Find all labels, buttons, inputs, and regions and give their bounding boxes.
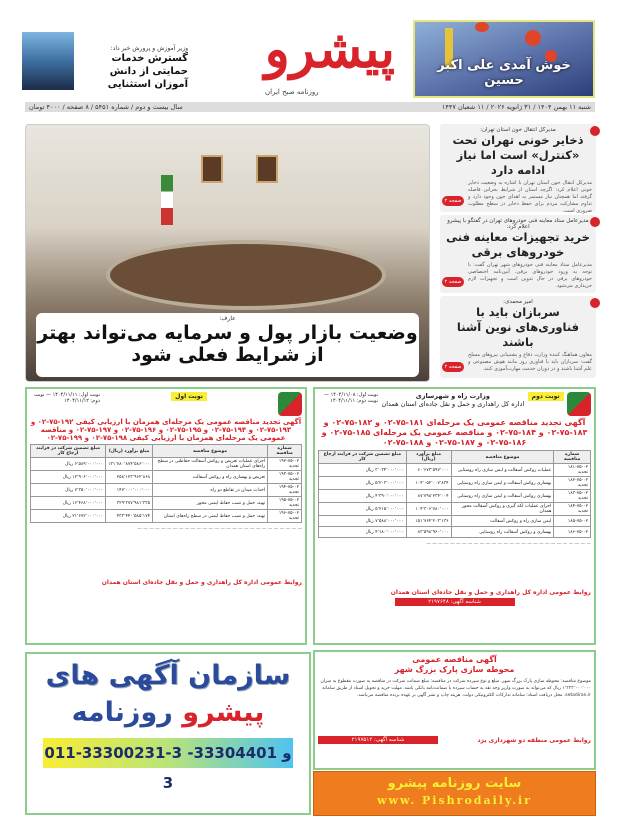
logo-subtitle: روزنامه صبح ایران [265, 88, 319, 96]
main-headline: وضعیت بازار پول و سرمایه می‌تواند بهتر از شرایط فعلی شود [37, 322, 418, 366]
news-title: ذخایر خونی تهران تحت «کنترل» است اما نیاز ادامه دارد [452, 133, 584, 177]
table-cell: ۷٬۳۵۰٬۰۰۰٬۰۰۰ ریال [31, 484, 106, 497]
table-row [319, 503, 591, 516]
table-cell: بهسازی و روکش آسفالت راه روستایی [451, 527, 554, 538]
table-cell: ۱۹۵-۷۵-۰۲ تجدید [268, 497, 302, 510]
table-cell: احداث میدان در تقاطع دو راه [153, 484, 268, 497]
table-cell: ۱۹۴-۷۵-۰۲ تجدید [268, 484, 302, 497]
table-cell: ۲۱٬۶۷۲٬۰۰۰٬۰۰۰ ریال [31, 510, 106, 523]
table-cell: بهسازی روکش آسفالت و ایمن سازی راه روستایی [451, 477, 554, 490]
ad-body-text: موضوع مناقصه: محوطه سازی پارک بزرگ شهر. مبلغ و نوع سپرده شرکت در مناقصه: مبلغ ضمانت شرکت در مناقصه به صورت مقطوع به میزان ۱٬۳۳۳٬۰۰۰٬۰۰۰ ریال که می‌تواند به صورت واریز وجه نقد به حساب سپرده یا ضمانت‌نامه بانکی باشد. مهلت خرید و تحویل اسناد از طریق سامانه setadiran.ir. محل دریافت اسناد: سامانه تدارکات الکترونیکی دولت. هزینه چاپ و نشر آگهی بر عهده برنده مناقصه می‌باشد. [320, 679, 591, 698]
table-row [319, 477, 591, 490]
ad-code: شناسه آگهی: ۲۱۹۷۶۴۸ [395, 598, 515, 606]
news-item[interactable] [440, 124, 596, 212]
table-cell: ۴٬۳۹۰٬۰۰۰٬۰۰۰ ریال [319, 490, 407, 503]
table-cell: ۴۳۳٬۴۴۰٬۵۸۵٬۱۷۴ [106, 510, 153, 523]
news-body: مدیرعامل ستاد معاینه فنی خودروهای شهر تهران گفت: با توجه به ورود خودروهای برقی، آیین‌نامه اختصاصی خودروهای برقی در حال تدوین است و تجهیزات لازم خریداری می‌شود. [468, 262, 592, 289]
news-item[interactable] [440, 296, 596, 378]
tender-ad-hamedan-left[interactable] [25, 387, 307, 645]
table-cell: ۱۸۱-۷۵-۰۲ تجدید [554, 464, 591, 477]
table-cell: ۱۲٬۹۰۶٬۰۰۰٬۰۰۰ ریال [31, 471, 106, 484]
news-kicker: امیر محمدی: [503, 299, 533, 305]
table-header: مبلغ برآورد (ریال) [406, 451, 451, 464]
table-row [319, 516, 591, 527]
bullet-icon [590, 298, 600, 308]
ad-dates: نوبت اول: ۱۴۰۴/۱۱/۱۱ — نوبت دوم: ۱۴۰۴/۱۱/۱۲ [34, 392, 101, 404]
table-cell: ۸۷٬۷۹۸٬۲۳۴٬۰۰۴ [406, 490, 451, 503]
bullet-icon [590, 217, 600, 227]
table-row [319, 490, 591, 503]
table-cell: ۸۳٬۵۹۸٬۹۶۰٬۰۰۰ [406, 527, 451, 538]
table-row [31, 471, 302, 484]
main-headline-box [36, 313, 419, 377]
table-cell: ۶٬۵۸۹٬۰۰۰٬۰۰۰ ریال [31, 458, 106, 471]
table-cell: ۱۸۴-۷۵-۰۲ تجدید [554, 503, 591, 516]
website-ad[interactable] [313, 771, 596, 816]
ad-body-text: — — — — — — — — — — — — — — — — — — — — — — — — — — — — [426, 542, 591, 547]
ministry-emblem-icon [567, 392, 591, 416]
table-cell: ۱۵۱٬۷۶۴٬۲۰۳٬۱۳۶ [406, 516, 451, 527]
table-cell: ۱۳۱٬۷۸۰٬۸۷۴٬۵۸۶٬۰۰۰ [106, 458, 153, 471]
ad-brand: پیشرو [182, 697, 265, 728]
table-header: شماره مناقصه [268, 445, 302, 458]
table-header: مبلغ تضمین شرکت در فرایند ارجاع کار [319, 451, 407, 464]
table-header: موضوع مناقصه [153, 445, 268, 458]
table-cell: ۱۹۳-۷۵-۰۲ تجدید [268, 471, 302, 484]
news-item[interactable] [440, 215, 596, 293]
portrait-frame [256, 155, 278, 183]
ad-ministry: وزارت راه و شهرسازی [415, 392, 490, 400]
news-body: معاون هماهنگ کننده وزارت دفاع و پشتیبانی نیروهای مسلح گفت: سربازان باید با فناوری روز مانند هوش مصنوعی و علم آشنا باشند و در دوران خدمت مهارت‌آموزی کنند. [468, 352, 592, 372]
ad-body-text: — — — — — — — — — — — — — — — — — — — — — — — — — — — — [137, 527, 302, 532]
table-cell: ۲۵۸٬۱۲۳٬۹۶۲٬۸۶۸ [106, 471, 153, 484]
table-cell: ۶۰٬۶۷۳٬۵۹۷٬۰۰۰ [406, 464, 451, 477]
table-row [31, 484, 302, 497]
issue-line: سال بیست و دوم / شماره ۵۴۵۱ / ۸ صفحه / ۴۰۰۰ تومان [29, 103, 183, 111]
ad-org: اداره کل راهداری و حمل و نقل جاده‌ای استان همدان [381, 400, 525, 408]
ministry-emblem-icon [278, 392, 302, 416]
newspaper-logo[interactable] [265, 15, 395, 100]
ad-title: آگهی تجدید مناقصه عمومی یک مرحله‌ای ۱۸۱-۷۵-۰۲ و ۱۸۲-۷۵-۰۲ و ۱۸۳-۷۵-۰۲ و ۱۸۴-۷۵-۰۲ و مناقصه عمومی یک مرحله‌ای ۱۸۵-۷۵-۰۲ و ۱۸۶-۷۵-۰۲ و ۱۸۷-۷۵-۰۲ و ۱۸۸-۷۵-۰۲ [321, 418, 588, 447]
table-cell: ۱۹۲-۷۵-۰۲ تجدید [268, 458, 302, 471]
table-cell: عملیات روکش آسفالت و ایمن سازی راه روستایی [451, 464, 554, 477]
ad-round-tag: نوبت اول [171, 392, 207, 401]
table-header: مبلغ تضمین شرکت در فرایند ارجاع کار [31, 445, 106, 458]
table-header: شماره مناقصه [554, 451, 591, 464]
ad-title: آگهی مناقصه عمومی [412, 655, 497, 664]
table-header: مبلغ برآورد (ریال) [106, 445, 153, 458]
ad-dates: نوبت اول: ۱۴۰۴/۱۱/۰۸ — نوبت دوم: ۱۴۰۴/۱۱/۱۱ [324, 392, 379, 404]
ad-phone: 011-33300231-3 و 33304401-3 [43, 738, 293, 768]
side-news-kicker: وزیر آموزش و پرورش خبر داد: [110, 45, 188, 52]
table-cell: ۵٬۲۱۵٬۰۰۰٬۰۰۰ ریال [319, 503, 407, 516]
table-row [319, 527, 591, 538]
main-story[interactable] [25, 124, 430, 382]
header-side-news[interactable] [100, 45, 188, 91]
tender-ad-hamedan-right[interactable] [313, 387, 596, 645]
ad-title: آگهی تجدید مناقصه عمومی یک مرحله‌ای همزمان با ارزیابی کیفی ۱۹۲-۷۵-۰۲ و ۱۹۳-۷۵-۰۲ و ۱۹۴-۷۵-۰۲ و ۱۹۵-۷۵-۰۲ و ۱۹۶-۷۵-۰۲ و ۱۹۷-۷۵-۰۲ و مناقصه عمومی یک مرحله‌ای همزمان با ارزیابی کیفی ۱۹۸-۷۵-۰۲ و ۱۹۹-۷۵-۰۲ [30, 418, 302, 442]
date-line: شنبه ۱۱ بهمن ۱۴۰۴ / ۳۱ ژانویه ۲۰۲۶ / ۱۱ شعبان ۱۴۴۷ [441, 103, 591, 111]
table-cell: ۳٬۰۳۴٬۰۰۰٬۰۰۰ ریال [319, 464, 407, 477]
more-button[interactable]: صفحه ۲ [442, 277, 464, 287]
ad-line-1: سازمان آگهی های [45, 660, 291, 691]
table-row [31, 458, 302, 471]
tender-table [318, 450, 591, 538]
table-row [319, 464, 591, 477]
table-cell: ۵٬۲۰۳٬۰۰۰٬۰۰۰ ریال [319, 477, 407, 490]
table-cell: ۳۲۹٬۳۷۷٬۹۸۱٬۳۳۵ [106, 497, 153, 510]
table-cell: ۱۶٬۴۶۸٬۰۰۰٬۰۰۰ ریال [31, 497, 106, 510]
date-bar [25, 102, 595, 112]
news-title: سربازان باید با فناوری‌های نوین آشنا باشند [456, 305, 580, 349]
table-cell: ۱۹۶-۷۵-۰۲ تجدید [268, 510, 302, 523]
table-cell: ۱۸۶-۷۵-۰۲ [554, 527, 591, 538]
table-cell: تعریض و بهسازی راه و روکش آسفالت [153, 471, 268, 484]
logo-name: پیشرو [264, 19, 395, 80]
news-body: مدیرکل انتقال خون استان تهران با اشاره به وضعیت ذخایر خونی اعلام کرد: اگرچه استان از شرایط بحرانی فاصله گرفته اما همچنان نیاز مستمر به اهدای خون وجود دارد و تداوم مشارکت مردم برای حفظ ذخایر در سطح مطلوب ضروری است. [468, 180, 592, 214]
tender-table [30, 444, 302, 523]
portrait-frame [201, 155, 223, 183]
ad-subtitle: محوطه سازی پارک بزرگ شهر [394, 665, 515, 674]
news-kicker: مدیرکل انتقال خون استان تهران: [480, 127, 556, 133]
table-cell: اجرای عملیات لکه گیری و روکش آسفالت محور همدان [451, 503, 554, 516]
ad-line-2 [27, 697, 309, 728]
table-cell: ۱۸۵-۷۵-۰۲ [554, 516, 591, 527]
ad-footer: روابط عمومی اداره کل راهداری و حمل و نقل جاده‌ای استان همدان [101, 579, 302, 586]
table-cell: تهیه، حمل و نصب حفاظ ایمنی محور [153, 497, 268, 510]
ad-footer: روابط عمومی اداره کل راهداری و حمل و نقل جاده‌ای استان همدان [390, 589, 591, 596]
news-kicker: مدیرعامل ستاد معاینه فنی خودروهای تهران در گفتگو با پیشرو اعلام کرد: [447, 218, 589, 230]
header-banner-image [413, 20, 595, 98]
table-cell: ۱۰۴٬۰۵۲٬۰۰۷٬۸۳۴ [406, 477, 451, 490]
ad-code: شناسه آگهی: ۲۱۹۷۵۱۲ [318, 736, 438, 744]
table-cell: تهیه، حمل و نصب حفاظ ایمنی در سطح راه‌های استان [153, 510, 268, 523]
table-cell: ۱۴۷٬۰۰۰٬۰۰۰٬۰۰۰ [106, 484, 153, 497]
table-cell: ۱۸۲-۷۵-۰۲ تجدید [554, 477, 591, 490]
bullet-icon [590, 126, 600, 136]
more-button[interactable]: صفحه ۲ [442, 196, 464, 206]
table-row [31, 510, 302, 523]
ad-newspaper-word: روزنامه [71, 697, 173, 728]
table-header: موضوع مناقصه [451, 451, 554, 464]
table-cell: ۱۰۴٬۳۰۶٬۷۸۰٬۰۰۰ [406, 503, 451, 516]
site-url[interactable]: www. Pishrodaily.ir [377, 794, 532, 807]
table-cell: ۷٬۵۸۸٬۰۰۰٬۰۰۰ ریال [319, 516, 407, 527]
table-cell: بهسازی روکش آسفالت و ایمن سازی راه روستایی [451, 490, 554, 503]
table-cell: ایمن سازی راه و روکش آسفالت [451, 516, 554, 527]
advertising-agency-ad[interactable] [25, 652, 311, 815]
flag [161, 175, 173, 225]
ad-footer: روابط عمومی منطقه دو شهرداری یزد [477, 736, 591, 744]
table-row [31, 497, 302, 510]
news-title: خرید تجهیزات معاینه فنی خودروهای برقی [446, 230, 590, 259]
side-news-title: گسترش خدمات حمایتی از دانش آموزان استثنایی [107, 53, 188, 90]
ad-round-tag: نوبت دوم [528, 392, 564, 401]
meeting-table [106, 240, 386, 310]
main-kicker: عارف: [219, 315, 236, 322]
tender-ad-yazd[interactable] [313, 650, 596, 770]
banner-caption: خوش آمدی علی اکبر حسین [437, 58, 571, 88]
more-button[interactable]: صفحه ۲ [442, 362, 464, 372]
table-cell: ۱۸۳-۷۵-۰۲ تجدید [554, 490, 591, 503]
site-title: سایت روزنامه پیشرو [387, 776, 522, 791]
minister-photo [22, 32, 74, 90]
table-cell: اجرای عملیات تعریض و روکش آسفالت حفاظتی در سطح راه‌های استان همدان [153, 458, 268, 471]
table-cell: ۴٬۱۸۰٬۰۰۰٬۰۰۰ ریال [319, 527, 407, 538]
